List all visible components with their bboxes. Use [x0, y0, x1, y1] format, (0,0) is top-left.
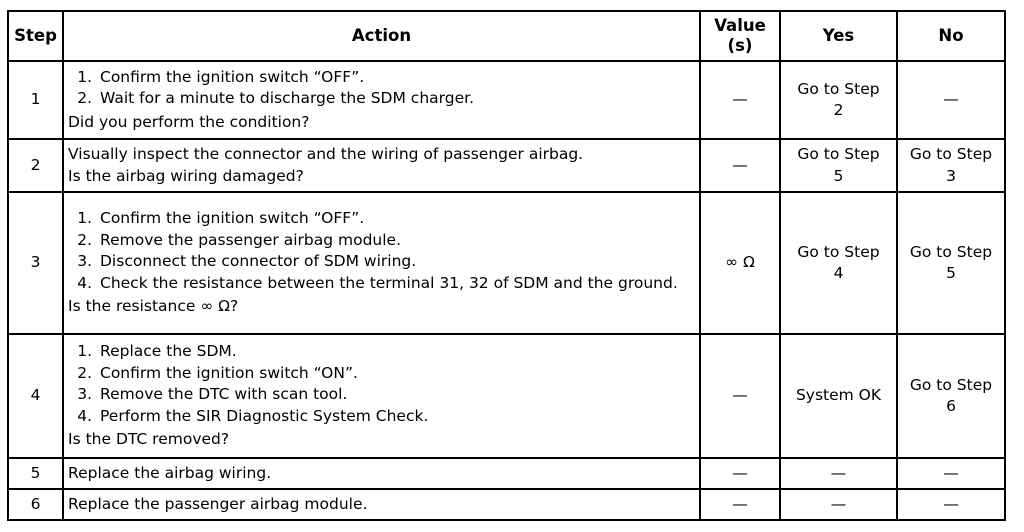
table-row [8, 458, 1005, 489]
action-step-text: Perform the SIR Diagnostic System Check. [100, 406, 429, 425]
action-step [68, 384, 695, 406]
action-step-text: Confirm the ignition switch “OFF”. [100, 209, 365, 228]
step-cell: 2 [8, 139, 63, 192]
action-step-number: 1 . [68, 67, 96, 89]
no-cell [897, 489, 1005, 520]
action-cell [63, 61, 700, 139]
value-cell: — [700, 139, 780, 192]
step-cell: 3 [8, 192, 63, 334]
no-cell [897, 334, 1005, 458]
action-step-text: Remove the DTC with scan tool. [100, 385, 348, 404]
value-cell: — [700, 489, 780, 520]
yes-line1: System OK [795, 386, 882, 405]
action-step [68, 67, 695, 89]
action-cell [63, 139, 700, 192]
table-row [8, 489, 1005, 520]
step-cell: 5 [8, 458, 63, 489]
table-row [8, 139, 1005, 192]
no-line1: — [943, 494, 959, 513]
header-yes: Yes [780, 11, 897, 61]
action-step-number: 1 . [68, 341, 96, 363]
action-step [68, 341, 695, 363]
action-step [68, 406, 695, 428]
yes-line1: Go to Step [797, 79, 880, 98]
diagnostic-table [7, 10, 1006, 521]
action-step [68, 230, 695, 252]
yes-cell [780, 334, 897, 458]
action-question: Is the airbag wiring damaged? [68, 166, 304, 185]
action-step-number: 4 . [68, 273, 96, 295]
no-line2: 5 [946, 264, 956, 282]
no-line2: 3 [946, 166, 956, 185]
action-step-number: 2 . [68, 363, 96, 385]
yes-cell [780, 192, 897, 334]
no-line1: Go to Step [909, 145, 993, 163]
action-step-number: 1 . [68, 208, 96, 230]
action-step-text: Confirm the ignition switch “ON”. [100, 363, 358, 382]
header-value-line1: Value [714, 16, 766, 35]
no-cell [897, 139, 1005, 192]
table-row [8, 192, 1005, 334]
action-step-number: 3 . [68, 251, 96, 273]
action-step [68, 208, 695, 230]
action-cell [63, 458, 700, 489]
action-step [68, 251, 695, 273]
header-value-line2: (s) [727, 36, 753, 55]
header-no: No [897, 11, 1005, 61]
action-step-number: 2 . [68, 88, 96, 110]
action-step-text: Remove the passenger airbag module. [100, 230, 402, 249]
action-step-text: Confirm the ignition switch “OFF”. [100, 67, 365, 86]
yes-line1: — [830, 463, 847, 482]
step-cell: 4 [8, 334, 63, 458]
action-step [68, 363, 695, 385]
table-row [8, 61, 1005, 139]
yes-line2: 5 [833, 166, 844, 185]
yes-cell [780, 458, 897, 489]
yes-line1: Go to Step [797, 145, 880, 163]
action-line: Replace the passenger airbag module. [68, 494, 368, 513]
step-cell: 6 [8, 489, 63, 520]
action-step-text: Disconnect the connector of SDM wiring. [100, 252, 417, 271]
yes-cell [780, 61, 897, 139]
no-cell [897, 192, 1005, 334]
action-question: Is the DTC removed? [68, 430, 230, 449]
no-line1: Go to Step [909, 242, 993, 261]
value-cell: — [700, 334, 780, 458]
no-cell [897, 458, 1005, 489]
action-step-text: Wait for a minute to discharge the SDM charger. [100, 89, 474, 108]
action-line: Visually inspect the connector and the wiring of passenger airbag. [68, 145, 584, 163]
action-question: Is the resistance ∞ Ω? [68, 297, 239, 316]
action-step-text: Check the resistance between the terminal 31, 32 of SDM and the ground. [100, 273, 678, 292]
action-step [68, 273, 695, 295]
action-cell [63, 489, 700, 520]
no-line1: — [943, 463, 959, 482]
action-step-number: 4 . [68, 406, 96, 428]
header-row [8, 11, 1005, 61]
yes-line1: Go to Step [797, 242, 880, 261]
step-cell: 1 [8, 61, 63, 139]
action-line: Replace the airbag wiring. [68, 463, 272, 482]
no-line2: 6 [946, 397, 956, 415]
action-cell [63, 334, 700, 458]
yes-line1: — [830, 494, 847, 513]
no-cell [897, 61, 1005, 139]
action-step-number: 3 . [68, 384, 96, 406]
yes-line2: 4 [833, 264, 844, 282]
table-row [8, 334, 1005, 458]
value-cell: ∞ Ω [700, 192, 780, 334]
no-line1: — [943, 90, 959, 109]
action-cell [63, 192, 700, 334]
action-question: Did you perform the condition? [68, 112, 310, 131]
yes-cell [780, 139, 897, 192]
action-step-number: 2 . [68, 230, 96, 252]
value-cell: — [700, 61, 780, 139]
value-cell: — [700, 458, 780, 489]
yes-line2: 2 [833, 101, 844, 119]
header-value [700, 11, 780, 61]
header-action: Action [63, 11, 700, 61]
header-step: Step [8, 11, 63, 61]
no-line1: Go to Step [909, 375, 993, 394]
yes-cell [780, 489, 897, 520]
action-step [68, 88, 695, 110]
action-step-text: Replace the SDM. [100, 342, 237, 361]
